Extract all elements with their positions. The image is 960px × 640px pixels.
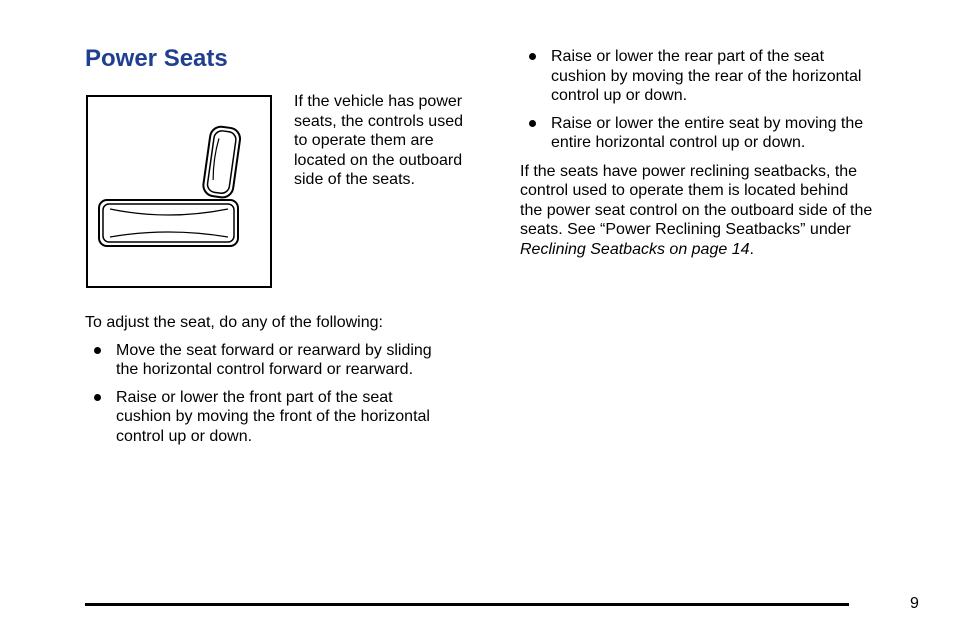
power-seat-controls-illustration xyxy=(86,95,272,288)
paragraph-line: If the seats have power reclining seatbacks, the xyxy=(520,162,858,180)
intro-line: If the vehicle has power xyxy=(294,93,463,110)
list-item-line: Move the seat forward or rearward by sliding xyxy=(116,341,432,359)
left-column xyxy=(85,313,495,454)
intro-paragraph xyxy=(294,92,494,190)
adjust-options-list-left xyxy=(85,341,495,447)
paragraph-line: seats. See “Power Reclining Seatbacks” under xyxy=(520,221,851,238)
xref-suffix: . xyxy=(749,240,754,258)
list-item-line: entire horizontal control up or down. xyxy=(551,134,806,151)
paragraph-line-xref xyxy=(520,240,930,260)
horizontal-seat-control xyxy=(99,200,238,246)
intro-line: to operate them are xyxy=(294,132,434,149)
reclining-seatbacks-link[interactable]: Reclining Seatbacks on page 14 xyxy=(520,240,750,258)
list-item-line: control up or down. xyxy=(551,87,688,104)
list-item xyxy=(520,114,930,153)
recline-control-knob xyxy=(202,125,241,198)
reclining-seatbacks-paragraph xyxy=(520,162,930,260)
list-item xyxy=(85,388,495,447)
list-item-line: the horizontal control forward or rearward. xyxy=(116,361,414,378)
list-item-line: control up or down. xyxy=(116,427,253,445)
intro-line: located on the outboard xyxy=(294,151,463,169)
adjust-options-list-right xyxy=(520,47,930,153)
page-number: 9 xyxy=(910,595,919,612)
intro-line: seats, the controls used xyxy=(294,112,463,130)
paragraph-line: control used to operate them is located behind xyxy=(520,182,849,199)
list-item xyxy=(85,341,495,380)
footer-divider xyxy=(85,603,849,606)
list-item-line: cushion by moving the rear of the horizontal xyxy=(551,67,862,85)
seat-control-icon xyxy=(88,97,270,286)
page-title: Power Seats xyxy=(85,45,228,72)
intro-line: side of the seats. xyxy=(294,171,415,188)
right-column xyxy=(520,47,930,259)
list-item-line: Raise or lower the rear part of the seat xyxy=(551,48,825,65)
list-item xyxy=(520,47,930,106)
paragraph-line: the power seat control on the outboard side of the xyxy=(520,201,873,219)
list-item-line: cushion by moving the front of the horizontal xyxy=(116,408,430,425)
list-item-line: Raise or lower the entire seat by moving the xyxy=(551,114,864,132)
adjust-intro: To adjust the seat, do any of the following: xyxy=(85,314,383,331)
list-item-line: Raise or lower the front part of the seat xyxy=(116,388,393,406)
